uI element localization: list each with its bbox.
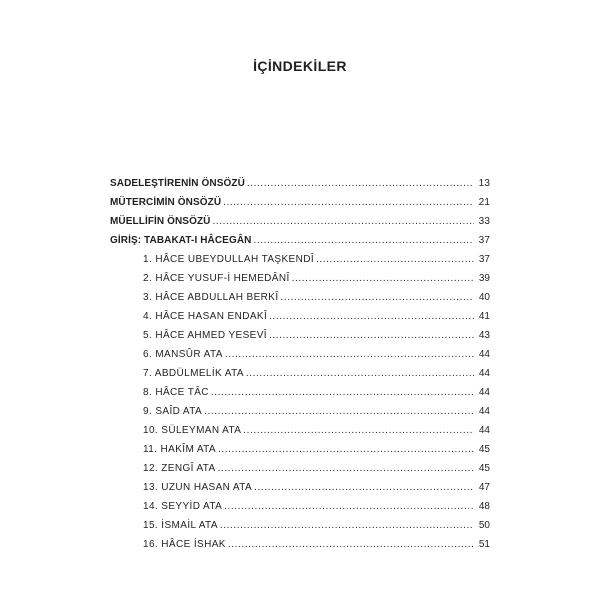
table-of-contents xyxy=(110,171,490,551)
toc-entry-label: 14. SEYYİD ATA xyxy=(143,501,223,512)
toc-entry-page-number: 37 xyxy=(478,254,490,265)
toc-entry-page-number: 44 xyxy=(478,368,490,379)
toc-entry xyxy=(110,171,490,190)
dot-leader xyxy=(253,235,474,247)
toc-entry xyxy=(110,456,490,475)
toc-entry xyxy=(110,437,490,456)
dot-leader xyxy=(220,520,474,532)
dot-leader xyxy=(269,311,474,323)
toc-entry xyxy=(110,190,490,209)
toc-entry-label: 9. SAÎD ATA xyxy=(143,406,203,417)
dot-leader xyxy=(292,273,474,285)
toc-entry-page-number: 45 xyxy=(478,444,490,455)
toc-entry-page-number: 44 xyxy=(478,349,490,360)
toc-entry xyxy=(110,399,490,418)
toc-entry xyxy=(110,361,490,380)
toc-entry-page-number: 50 xyxy=(478,520,490,531)
toc-entry-page-number: 21 xyxy=(478,197,490,208)
toc-entry-page-number: 43 xyxy=(478,330,490,341)
toc-entry-label: 7. ABDÜLMELİK ATA xyxy=(143,368,244,379)
toc-entry-page-number: 44 xyxy=(478,406,490,417)
toc-entry xyxy=(110,266,490,285)
toc-entry-label: 10. SÜLEYMAN ATA xyxy=(143,425,242,436)
toc-entry-label: 11. HAKÎM ATA xyxy=(143,444,216,455)
toc-entry-label: 15. İSMAİL ATA xyxy=(143,520,218,531)
page-title: İÇİNDEKİLER xyxy=(253,58,347,74)
toc-entry-label: GİRİŞ: TABAKAT-I HÂCEGÂN xyxy=(110,235,252,246)
toc-entry xyxy=(110,475,490,494)
toc-entry xyxy=(110,209,490,228)
dot-leader xyxy=(247,178,474,190)
dot-leader xyxy=(269,330,474,342)
toc-entry-label: MÜELLİFİN ÖNSÖZÜ xyxy=(110,216,211,227)
dot-leader xyxy=(218,463,474,475)
toc-entry xyxy=(110,494,490,513)
toc-entry xyxy=(110,285,490,304)
dot-leader xyxy=(224,501,474,513)
dot-leader xyxy=(225,349,474,361)
dot-leader xyxy=(223,197,474,209)
toc-entry-label: 5. HÂCE AHMED YESEVÎ xyxy=(143,330,267,341)
toc-entry xyxy=(110,532,490,551)
toc-entry-page-number: 51 xyxy=(478,539,490,550)
toc-entry-label: 3. HÂCE ABDULLAH BERKÎ xyxy=(143,292,279,303)
toc-entry-page-number: 44 xyxy=(478,387,490,398)
toc-entry xyxy=(110,418,490,437)
dot-leader xyxy=(204,406,474,418)
toc-entry-label: 4. HÂCE HASAN ENDAKÎ xyxy=(143,311,268,322)
toc-entry-page-number: 37 xyxy=(478,235,490,246)
dot-leader xyxy=(254,482,474,494)
toc-entry xyxy=(110,304,490,323)
toc-entry-label: 2. HÂCE YUSUF-İ HEMEDÂNÎ xyxy=(143,273,290,284)
toc-entry-label: 6. MANSÛR ATA xyxy=(143,349,223,360)
toc-entry xyxy=(110,342,490,361)
toc-entry-page-number: 48 xyxy=(478,501,490,512)
dot-leader xyxy=(316,254,474,266)
toc-entry-label: 13. UZUN HASAN ATA xyxy=(143,482,253,493)
toc-entry-page-number: 47 xyxy=(478,482,490,493)
toc-entry-page-number: 40 xyxy=(478,292,490,303)
toc-entry-page-number: 33 xyxy=(478,216,490,227)
toc-entry xyxy=(110,228,490,247)
toc-entry xyxy=(110,247,490,266)
dot-leader xyxy=(218,444,474,456)
dot-leader xyxy=(281,292,474,304)
dot-leader xyxy=(212,216,474,228)
toc-entry xyxy=(110,380,490,399)
toc-entry-page-number: 41 xyxy=(478,311,490,322)
toc-entry xyxy=(110,323,490,342)
toc-entry-label: 1. HÂCE UBEYDULLAH TAŞKENDÎ xyxy=(143,254,315,265)
dot-leader xyxy=(211,387,474,399)
dot-leader xyxy=(246,368,474,380)
toc-entry-page-number: 45 xyxy=(478,463,490,474)
dot-leader xyxy=(243,425,474,437)
toc-entry-page-number: 44 xyxy=(478,425,490,436)
toc-entry-label: 12. ZENGÎ ATA xyxy=(143,463,216,474)
toc-entry-page-number: 39 xyxy=(478,273,490,284)
toc-entry-label: 16. HÂCE İSHAK xyxy=(143,539,226,550)
dot-leader xyxy=(228,539,474,551)
toc-entry-page-number: 13 xyxy=(478,178,490,189)
toc-entry-label: SADELEŞTİRENİN ÖNSÖZÜ xyxy=(110,178,245,189)
toc-entry-label: MÜTERCİMİN ÖNSÖZÜ xyxy=(110,197,222,208)
toc-entry xyxy=(110,513,490,532)
toc-entry-label: 8. HÂCE TÂC xyxy=(143,387,209,398)
